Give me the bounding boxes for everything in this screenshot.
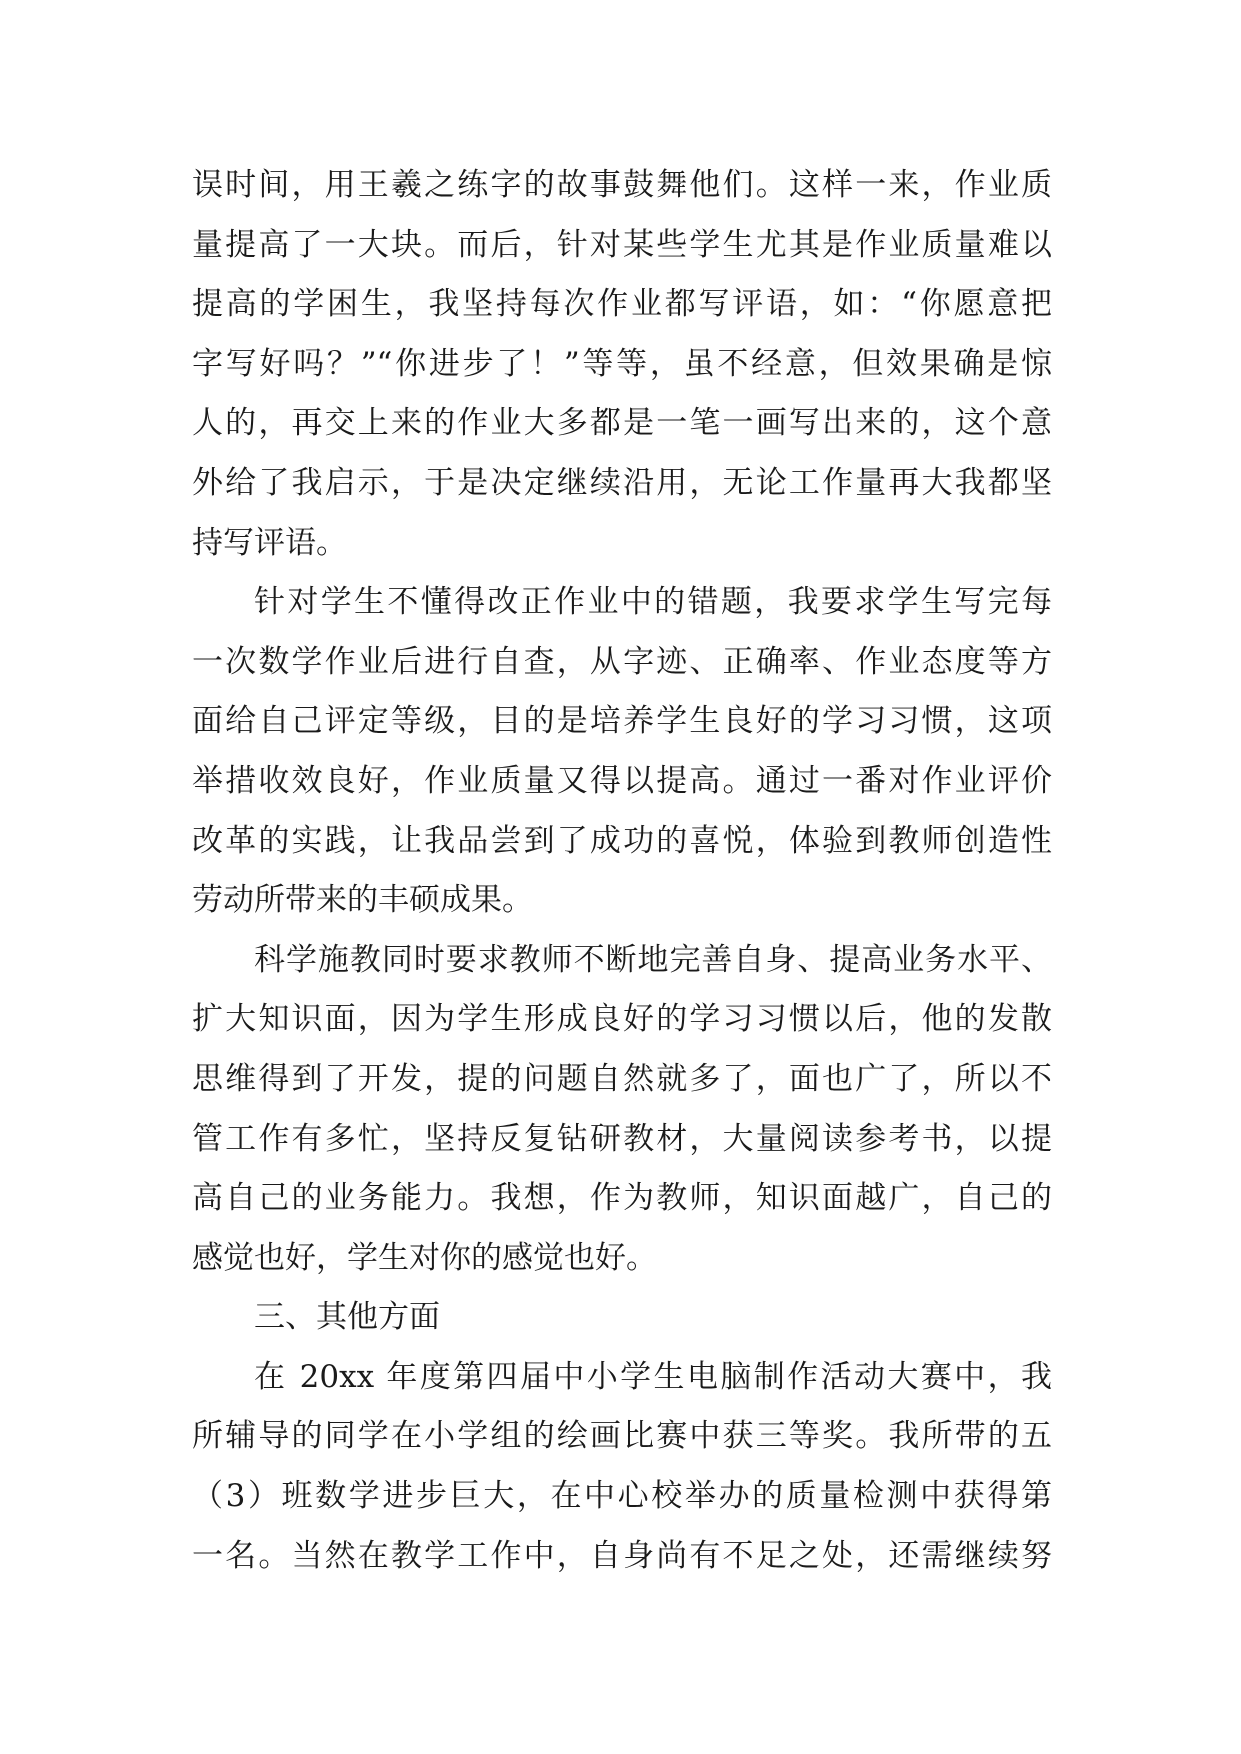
paragraph-line: 外给了我启示，于是决定继续沿用，无论工作量再大我都坚 — [192, 464, 1052, 501]
paragraph-line: 量提高了一大块。而后，针对某些学生尤其是作业质量难以 — [192, 226, 1052, 263]
paragraph-line: 劳动所带来的丰硕成果。 — [192, 882, 533, 919]
paragraph-line: 字写好吗？”“你进步了！”等等，虽不经意，但效果确是惊 — [192, 345, 1052, 382]
paragraph-other-achievements — [192, 1348, 1052, 1586]
paragraph-line: 举措收效良好，作业质量又得以提高。通过一番对作业评价 — [192, 762, 1052, 799]
paragraph-line: 提高的学困生，我坚持每次作业都写评语，如：“你愿意把 — [192, 286, 1052, 323]
paragraph-line: 一次数学作业后进行自查，从字迹、正确率、作业态度等方 — [192, 643, 1052, 680]
paragraph-line: 持写评语。 — [192, 524, 347, 561]
paragraph-line: 在 20xx 年度第四届中小学生电脑制作活动大赛中，我 — [254, 1358, 1052, 1395]
section-heading-line: 三、其他方面 — [254, 1299, 440, 1336]
paragraph-line: （3）班数学进步巨大，在中心校举办的质量检测中获得第 — [192, 1478, 1052, 1515]
paragraph-line: 高自己的业务能力。我想，作为教师，知识面越广，自己的 — [192, 1180, 1052, 1217]
paragraph-line: 管工作有多忙，坚持反复钻研教材，大量阅读参考书，以提 — [192, 1120, 1052, 1157]
paragraph-self-check — [192, 573, 1052, 931]
paragraph-homework-comments — [192, 156, 1052, 573]
paragraph-line: 感觉也好，学生对你的感觉也好。 — [192, 1239, 657, 1276]
paragraph-line: 面给自己评定等级，目的是培养学生良好的学习习惯，这项 — [192, 703, 1052, 740]
paragraph-line: 科学施教同时要求教师不断地完善自身、提高业务水平、 — [254, 941, 1052, 978]
paragraph-teacher-improvement — [192, 931, 1052, 1289]
document-body — [192, 156, 1052, 1586]
paragraph-line: 人的，再交上来的作业大多都是一笔一画写出来的，这个意 — [192, 405, 1052, 442]
section-heading-other-aspects — [192, 1288, 1052, 1348]
paragraph-line: 针对学生不懂得改正作业中的错题，我要求学生写完每 — [254, 584, 1052, 621]
paragraph-line: 一名。当然在教学工作中，自身尚有不足之处，还需继续努 — [192, 1537, 1052, 1574]
paragraph-line: 所辅导的同学在小学组的绘画比赛中获三等奖。我所带的五 — [192, 1418, 1052, 1455]
paragraph-line: 扩大知识面，因为学生形成良好的学习习惯以后，他的发散 — [192, 1001, 1052, 1038]
paragraph-line: 改革的实践，让我品尝到了成功的喜悦，体验到教师创造性 — [192, 822, 1052, 859]
paragraph-line: 误时间，用王羲之练字的故事鼓舞他们。这样一来，作业质 — [192, 167, 1052, 203]
paragraph-line: 思维得到了开发，提的问题自然就多了，面也广了，所以不 — [192, 1060, 1052, 1097]
